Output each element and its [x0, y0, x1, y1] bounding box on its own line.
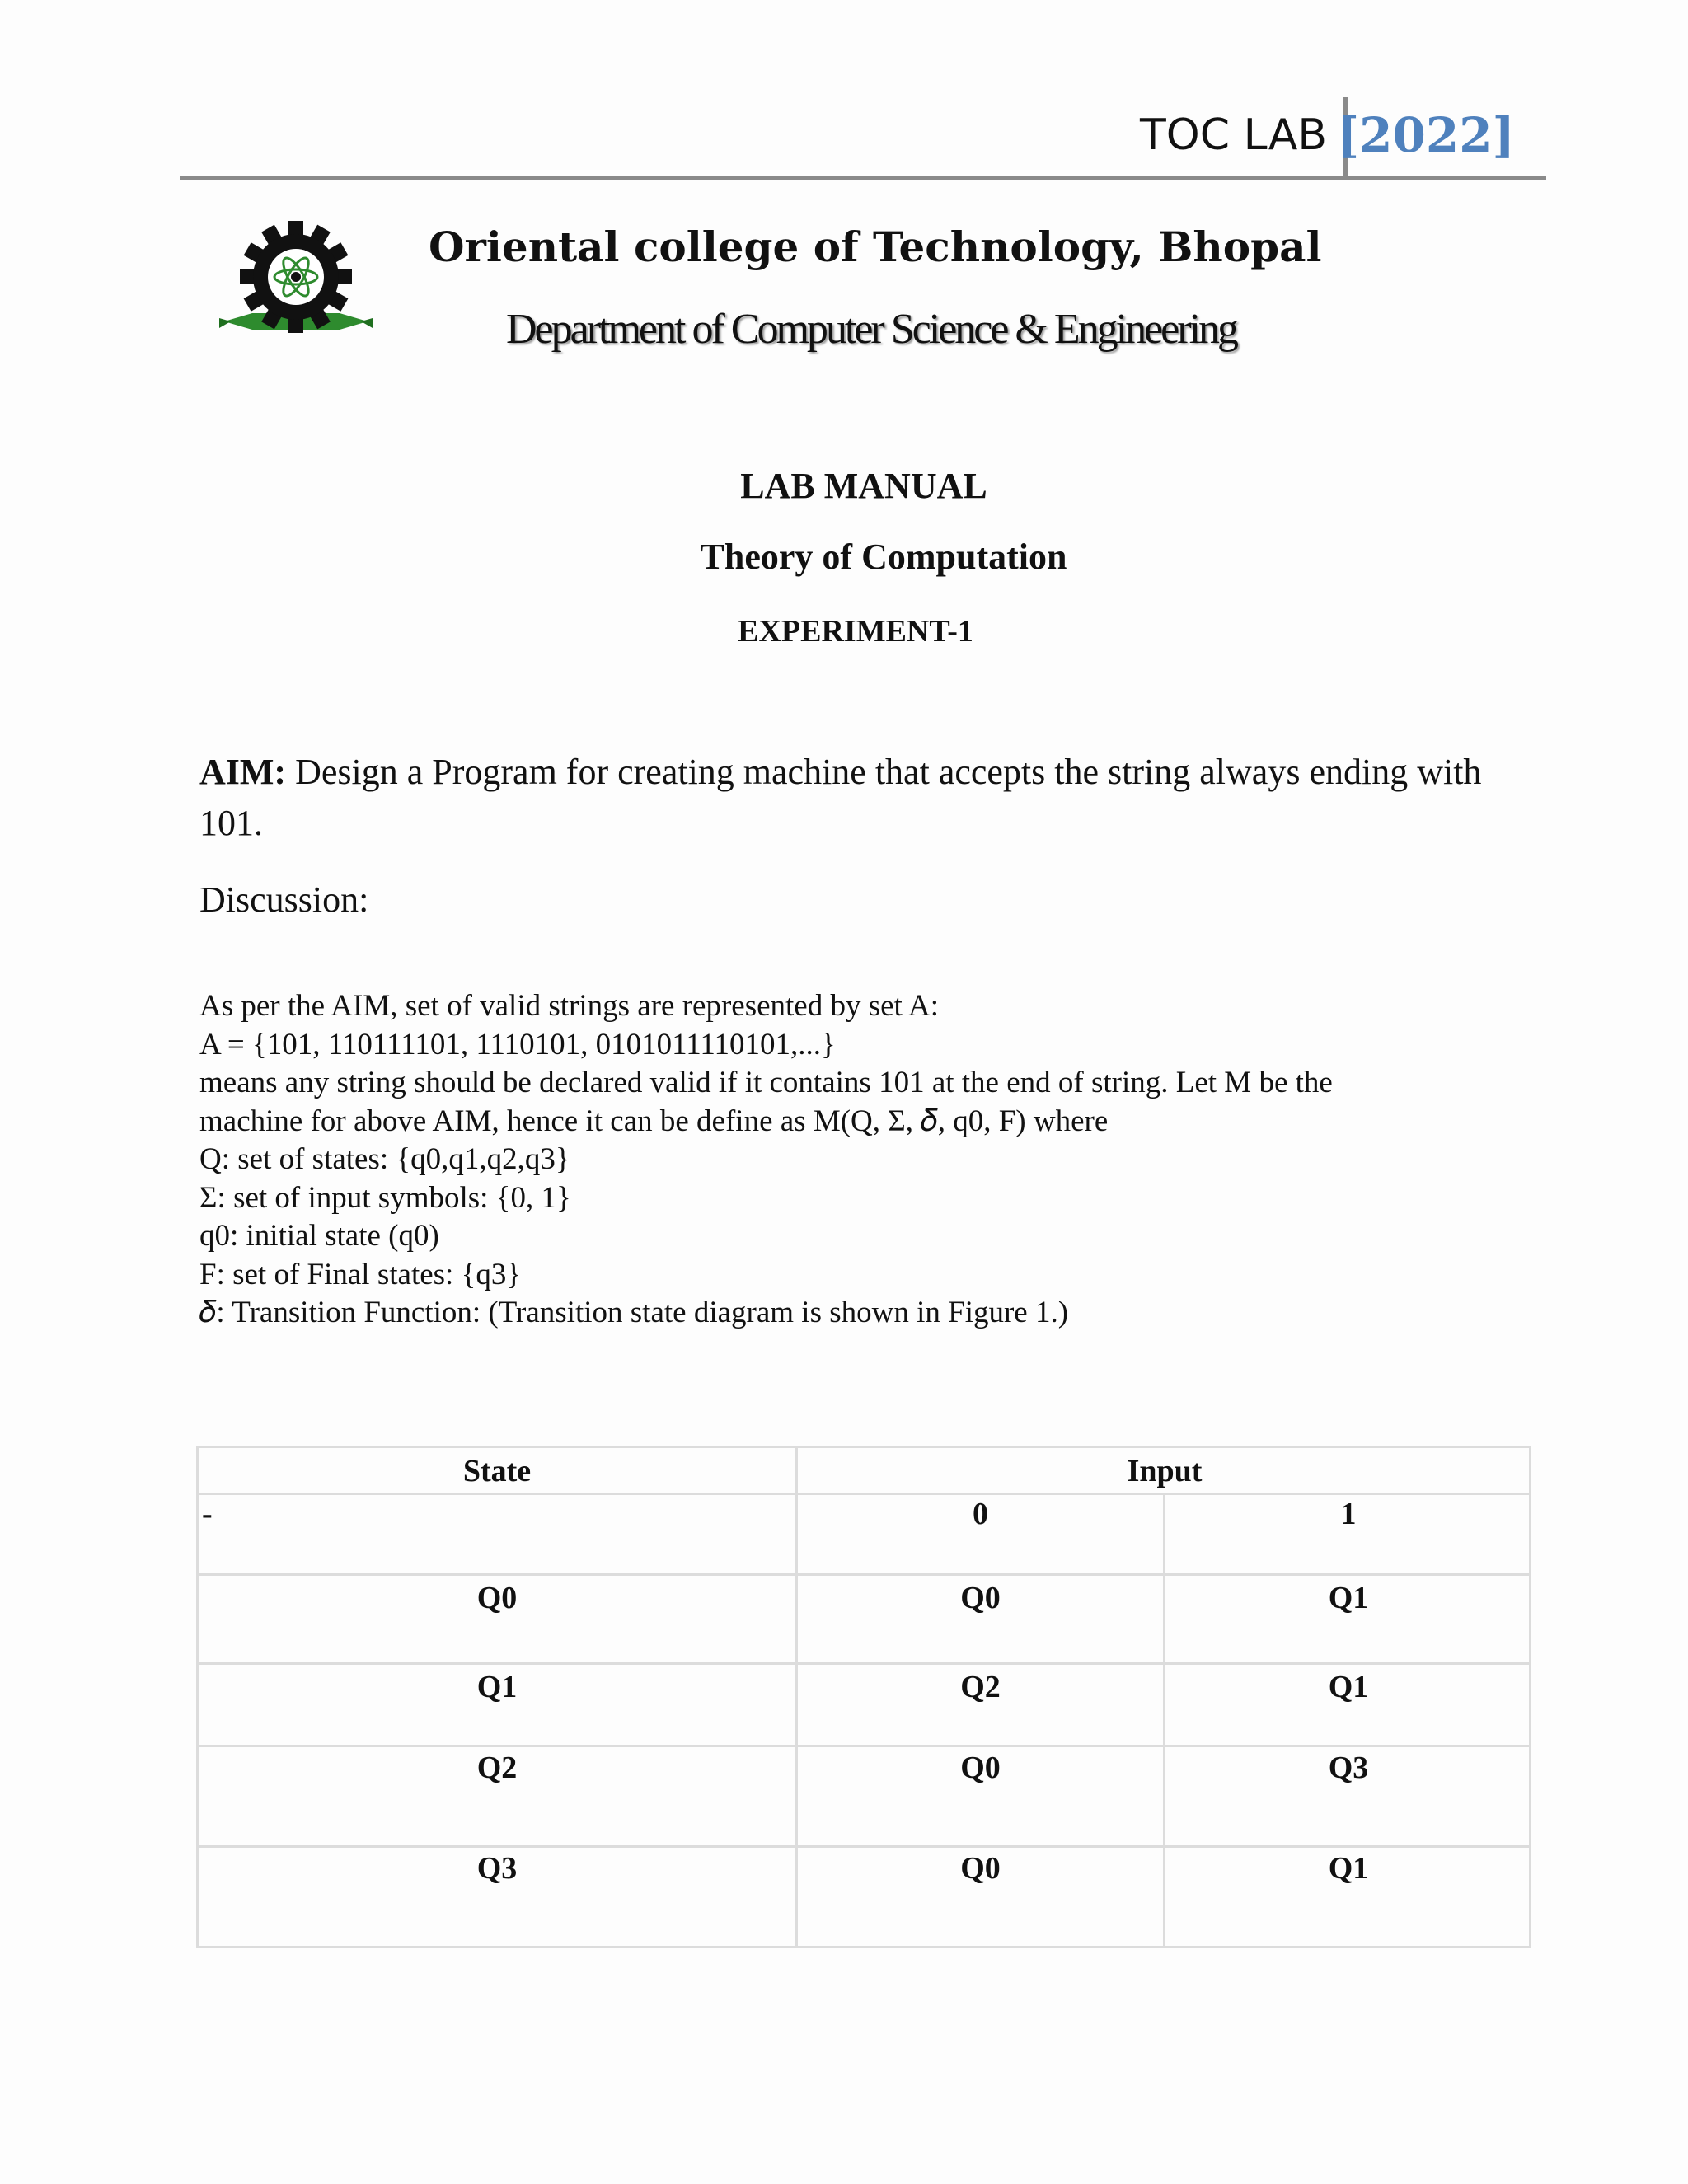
transition-table: [196, 1446, 1531, 1948]
body-line: F: set of Final states: {q3}: [199, 1257, 522, 1291]
table-divider: [199, 1845, 1529, 1848]
table-subheader-input-1: 1: [1340, 1497, 1357, 1531]
header-year: [2022]: [1336, 107, 1515, 163]
table-divider: [199, 1493, 1529, 1495]
body-line: Σ: set of input symbols: {0, 1}: [199, 1180, 571, 1215]
college-name: Oriental college of Technology, Bhopal: [429, 223, 1322, 271]
table-header-state: State: [462, 1454, 532, 1488]
aim-text: Design a Program for creating machine that accepts the string always ending with 101.: [199, 752, 1482, 843]
body-line: As per the AIM, set of valid strings are represented by set A:: [199, 989, 940, 1023]
table-cell-state: Q1: [476, 1670, 518, 1704]
manual-type: LAB MANUAL: [740, 466, 987, 506]
table-cell-next-on-1: Q1: [1328, 1851, 1369, 1886]
body-line: 𝛿: Transition Function: (Transition state diagram is shown in Figure 1.): [199, 1296, 1069, 1329]
table-cell-next-on-0: Q0: [960, 1581, 1001, 1615]
table-divider: [199, 1662, 1529, 1665]
subject-title: Theory of Computation: [700, 537, 1067, 577]
table-cell-next-on-0: Q2: [960, 1670, 1001, 1704]
discussion-heading: Discussion:: [199, 879, 369, 920]
header-rule: [180, 176, 1546, 180]
body-line: A = {101, 110111101, 1110101, 0101011110101,...}: [199, 1027, 836, 1062]
table-subheader-input-0: 0: [973, 1497, 988, 1531]
table-subheader-state: -: [202, 1497, 213, 1531]
department-name: Department of Computer Science & Engineering: [506, 306, 1237, 353]
table-cell-state: Q0: [476, 1581, 518, 1615]
table-cell-next-on-1: Q3: [1328, 1750, 1369, 1785]
table-cell-state: Q2: [476, 1750, 518, 1785]
table-cell-next-on-0: Q0: [960, 1851, 1001, 1886]
table-header-input: Input: [1127, 1454, 1203, 1488]
header-title: TOC LAB: [1140, 110, 1327, 160]
discussion-body: [199, 987, 1551, 1333]
table-cell-state: Q3: [476, 1851, 518, 1886]
page-header: [180, 97, 1546, 180]
body-line: q0: initial state (q0): [199, 1219, 439, 1253]
table-divider: [199, 1573, 1529, 1576]
aim-label: AIM:: [199, 752, 287, 792]
table-cell-next-on-1: Q1: [1328, 1581, 1369, 1615]
table-divider: [199, 1745, 1529, 1747]
body-line: means any string should be declared valid if it contains 101 at the end of string. Let M be the: [199, 1066, 1333, 1099]
body-line: machine for above AIM, hence it can be define as M(Q, Σ, 𝛿, q0, F) where: [199, 1104, 1109, 1138]
table-cell-next-on-1: Q1: [1328, 1670, 1369, 1704]
aim-paragraph: [199, 747, 1551, 849]
body-line: Q: set of states: {q0,q1,q2,q3}: [199, 1142, 570, 1176]
college-gear-emblem-icon: [219, 221, 373, 348]
table-cell-next-on-0: Q0: [960, 1750, 1001, 1785]
experiment-title: EXPERIMENT-1: [738, 614, 973, 649]
